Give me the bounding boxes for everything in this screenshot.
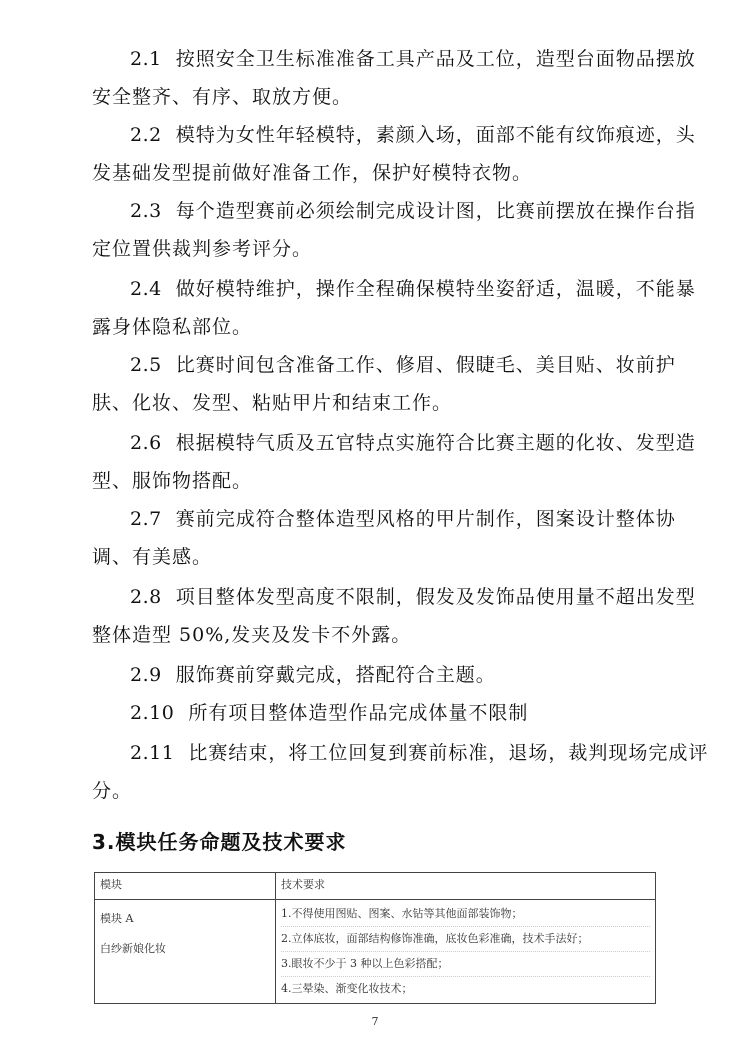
paragraph-text: 项目整体发型高度不限制，假发及发饰品使用量不超出发型整体造型 50%,发夹及发卡不外露。 <box>92 586 696 646</box>
item-number: 2.10 <box>130 702 175 724</box>
item-number: 2.11 <box>130 742 175 764</box>
section-heading: 3.模块任务命题及技术要求 <box>92 830 347 854</box>
item-number: 2.6 <box>130 432 162 454</box>
module-cell <box>95 900 276 1004</box>
module-name: 白纱新娘化妆 <box>100 942 166 955</box>
paragraph-text: 所有项目整体造型作品完成体量不限制 <box>188 702 529 724</box>
paragraph-text: 模特为女性年轻模特，素颜入场，面部不能有纹饰痕迹，头发基础发型提前做好准备工作，保护好模特衣物。 <box>92 124 696 184</box>
paragraph-text: 服饰赛前穿戴完成，搭配符合主题。 <box>175 664 496 686</box>
paragraph-2-9 <box>92 656 712 694</box>
paragraph-text: 做好模特维护，操作全程确保模特坐姿舒适，温暖，不能暴露身体隐私部位。 <box>92 278 696 338</box>
requirement-item: 1.不得使用图贴、图案、水钻等其他面部装饰物； <box>281 902 650 927</box>
paragraph-text: 每个造型赛前必须绘制完成设计图，比赛前摆放在操作台指定位置供裁判参考评分。 <box>92 200 696 260</box>
item-number: 2.4 <box>130 278 162 300</box>
module-code: 模块 A <box>100 912 134 925</box>
requirement-item: 4.三晕染、渐变化妆技术； <box>281 982 413 995</box>
paragraph-text: 比赛结束，将工位回复到赛前标准，退场，裁判现场完成评分。 <box>92 742 709 802</box>
column-header-module: 模块 <box>95 873 276 900</box>
item-number: 2.7 <box>130 508 162 530</box>
item-number: 2.8 <box>130 586 162 608</box>
requirements-table <box>94 872 656 1004</box>
paragraph-2-6 <box>92 424 712 500</box>
paragraph-2-1 <box>92 40 712 116</box>
paragraph-2-2 <box>92 116 712 192</box>
item-number: 2.2 <box>130 124 162 146</box>
requirement-item: 2.立体底妆，面部结构修饰准确，底妆色彩准确，技术手法好； <box>281 927 650 952</box>
item-number: 2.3 <box>130 200 162 222</box>
item-number: 2.1 <box>130 48 162 70</box>
paragraph-text: 赛前完成符合整体造型风格的甲片制作，图案设计整体协调、有美感。 <box>92 508 676 568</box>
paragraph-2-3 <box>92 192 712 268</box>
paragraph-2-7 <box>92 500 712 576</box>
paragraph-2-10 <box>92 694 712 732</box>
page-number: 7 <box>371 1015 379 1028</box>
column-header-requirements: 技术要求 <box>276 873 656 900</box>
item-number: 2.5 <box>130 354 162 376</box>
paragraph-text: 根据模特气质及五官特点实施符合比赛主题的化妆、发型造型、服饰物搭配。 <box>92 432 696 492</box>
paragraph-2-5 <box>92 346 712 422</box>
paragraph-2-8 <box>92 578 712 654</box>
paragraph-2-4 <box>92 270 712 346</box>
paragraph-text: 比赛时间包含准备工作、修眉、假睫毛、美目贴、妆前护肤、化妆、发型、粘贴甲片和结束工作。 <box>92 354 676 414</box>
paragraph-2-11 <box>92 734 712 810</box>
table-row <box>95 900 656 1004</box>
requirement-item: 3.眼妆不少于 3 种以上色彩搭配； <box>281 952 650 977</box>
table-header-row <box>95 873 656 900</box>
requirements-cell <box>276 900 656 1004</box>
paragraph-text: 按照安全卫生标准准备工具产品及工位，造型台面物品摆放安全整齐、有序、取放方便。 <box>92 48 696 108</box>
item-number: 2.9 <box>130 664 162 686</box>
